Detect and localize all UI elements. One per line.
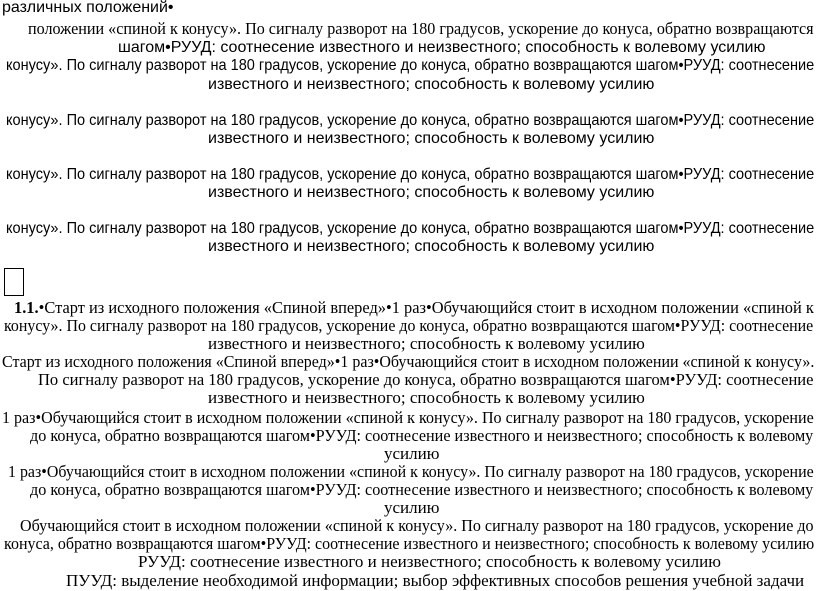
text-line-11: известного и неизвестного; способность к волевому усилию bbox=[208, 238, 655, 255]
section-line-14: конуса, обратно возвращаются шагом•РУУД: соотнесение известного и неизвестного; способность к волевому усилию bbox=[4, 534, 815, 553]
text-line-8: конусу». По сигналу разворот на 180 градусов, ускорение до конуса, обратно возвращаются шагом•РУУД: соотнесение bbox=[6, 166, 815, 183]
section-number: 1.1. bbox=[14, 298, 39, 317]
section-line-15: РУУД: соотнесение известного и неизвестного; способность к волевому усилию bbox=[138, 552, 721, 571]
section-line-5: По сигналу разворот на 180 градусов, ускорение до конуса, обратно возвращаются шагом•РУУД: соотнесение bbox=[38, 370, 814, 389]
text-line-9: известного и неизвестного; способность к волевому усилию bbox=[208, 184, 655, 201]
text-line-5: известного и неизвестного; способность к волевому усилию bbox=[208, 76, 655, 93]
section-line-1-text: •Старт из исходного положения «Спиной вперед»•1 раз•Обучающийся стоит в исходном положении «спиной к bbox=[38, 298, 814, 317]
text-line-4: конусу». По сигналу разворот на 180 градусов, ускорение до конуса, обратно возвращаются шагом•РУУД: соотнесение bbox=[6, 57, 815, 74]
empty-box bbox=[4, 268, 24, 296]
section-line-7: 1 раз•Обучающийся стоит в исходном положении «спиной к конусу». По сигналу разворот на 180 градусов, ускорение bbox=[2, 408, 814, 427]
section-line-2: конусу». По сигналу разворот на 180 градусов, ускорение до конуса, обратно возвращаются шагом•РУУД: соотнесение bbox=[4, 316, 814, 335]
section-line-6: известного и неизвестного; способность к волевому усилию bbox=[208, 388, 645, 407]
section-line-3: известного и неизвестного; способность к волевому усилию bbox=[208, 334, 645, 353]
section-line-13: Обучающийся стоит в исходном положении «спиной к конусу». По сигналу разворот на 180 градусов, ускорение до bbox=[20, 516, 814, 535]
text-line-2: положении «спиной к конусу». По сигналу разворот на 180 градусов, ускорение до конуса, обратно возвращаются bbox=[28, 19, 814, 38]
section-line-11: до конуса, обратно возвращаются шагом•РУУД: соотнесение известного и неизвестного; способность к волевому bbox=[30, 480, 814, 499]
section-line-12: усилию bbox=[384, 498, 440, 517]
text-line-1: различных положений• bbox=[2, 0, 174, 16]
text-line-7: известного и неизвестного; способность к волевому усилию bbox=[208, 130, 655, 147]
section-line-9: усилию bbox=[384, 444, 440, 463]
section-line-16: ПУУД: выделение необходимой информации; выбор эффективных способов решения учебной задачи bbox=[66, 571, 805, 590]
section-line-10: 1 раз•Обучающийся стоит в исходном положении «спиной к конусу». По сигналу разворот на 180 градусов, ускорение bbox=[8, 462, 814, 481]
text-line-3: шагом•РУУД: соотнесение известного и неизвестного; способность к волевому усилию bbox=[118, 39, 766, 56]
text-line-10: конусу». По сигналу разворот на 180 градусов, ускорение до конуса, обратно возвращаются шагом•РУУД: соотнесение bbox=[6, 220, 815, 237]
section-line-8: до конуса, обратно возвращаются шагом•РУУД: соотнесение известного и неизвестного; способность к волевому bbox=[30, 426, 814, 445]
text-line-6: конусу». По сигналу разворот на 180 градусов, ускорение до конуса, обратно возвращаются шагом•РУУД: соотнесение bbox=[6, 112, 815, 129]
section-line-4: Старт из исходного положения «Спиной вперед»•1 раз•Обучающийся стоит в исходном положении «спиной к конусу». bbox=[2, 352, 815, 371]
section-line-1 bbox=[14, 298, 814, 318]
